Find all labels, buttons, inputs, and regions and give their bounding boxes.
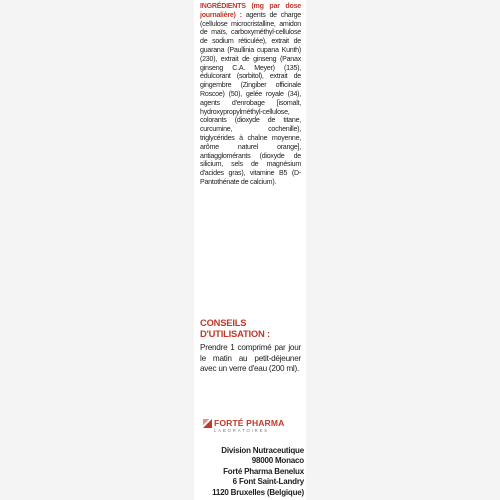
address-line: 6 Font Saint-Landry (232, 477, 304, 487)
conseils-text: Prendre 1 comprimé par jour le matin au petit-déjeuner avec un verre d'eau (200 ml). (200, 343, 301, 374)
address-block (196, 446, 304, 498)
address-line: Division Nutraceutique (221, 446, 304, 455)
address-line: Forté Pharma Benelux (223, 466, 304, 476)
conseils-title-line2: D'UTILISATION : (200, 328, 270, 339)
conseils-title (200, 317, 304, 339)
address-line: 98000 Monaco (251, 456, 304, 466)
triangle-logo-icon (203, 419, 212, 428)
conseils-title-line1: CONSEILS (200, 317, 247, 328)
logo-subtitle: LABORATOIRES (214, 428, 269, 433)
ingredients-text: agents de charge (cellulose microcristalline, amidon de maïs, carboxyméthyl-cellulose de sodium réticulée), extrait de guarana (Paullinia cupana Kunth) (230), extrait de ginseng (Panax ginseng C.A. Meyer) (135), édulcorant (sorbitol), extrait de gingembre (Zingiber officinale Roscoe) (50), gelée royale (34), agents d'enrobage [isomalt, hydroxypropylméthyl-cellulose, colorants (dioxyde de titane, curcumine, cochenille), triglycérides à chaîne moyenne, arôme naturel orange], antiagglomérants (dioxyde de silicium, sels de magnésium d'acides gras), vitamine B5 (D-Pantothénate de calcium). (200, 10, 301, 186)
ingredients-block (200, 2, 301, 187)
address-line: 1120 Bruxelles (Belgique) (212, 487, 304, 497)
forte-pharma-logo (203, 418, 303, 434)
ingredients-heading: INGRÉDIENTS (mg par dose journalière) : (200, 2, 301, 19)
logo-name: FORTÉ PHARMA (214, 418, 285, 428)
